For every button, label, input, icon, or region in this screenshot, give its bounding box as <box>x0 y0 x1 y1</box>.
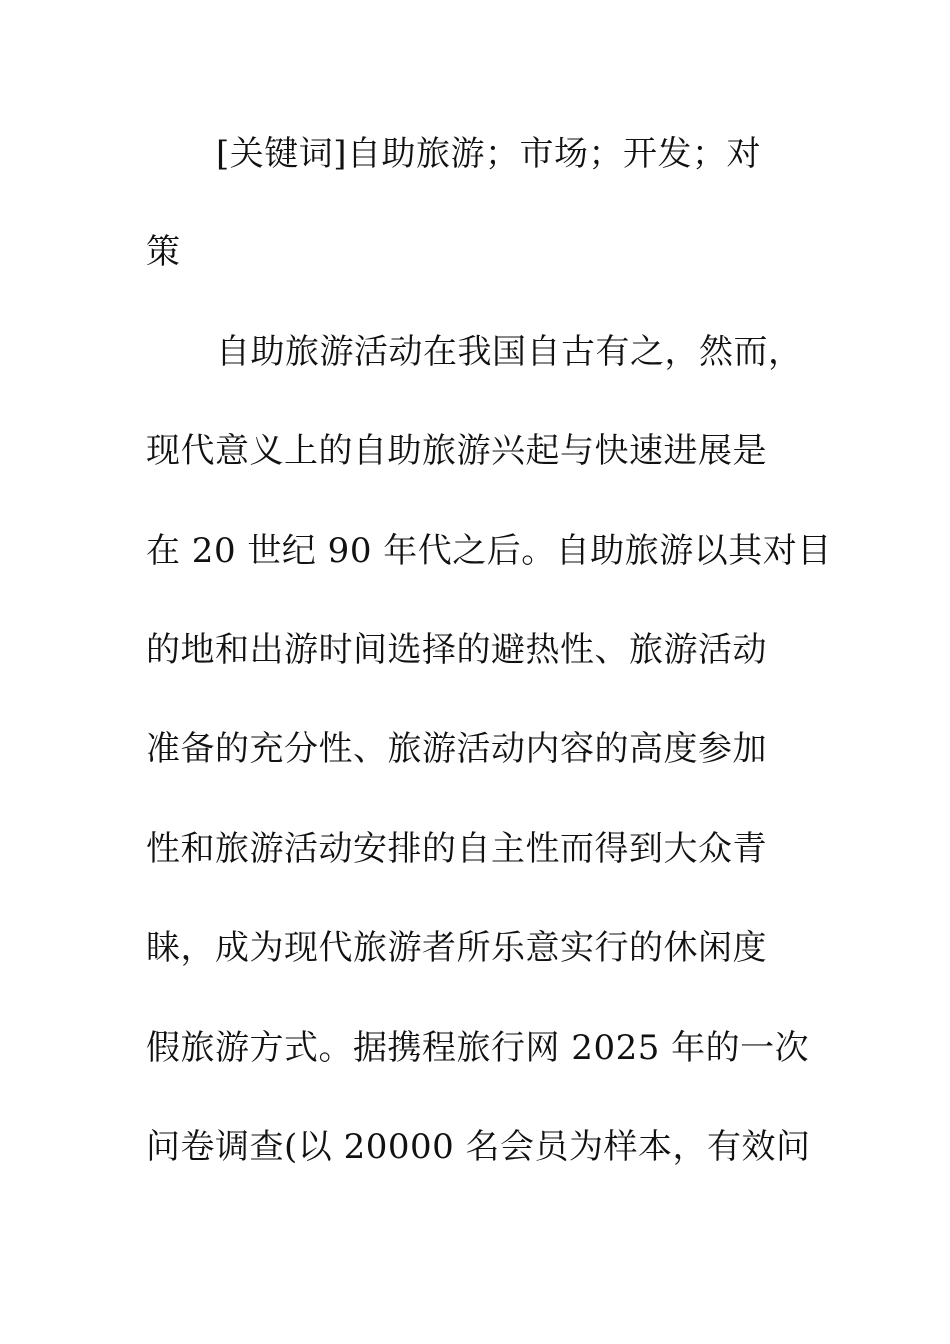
paragraph-line: 自助旅游活动在我国自古有之，然而， <box>216 332 803 372</box>
paragraph-line: 问卷调查(以 20000 名会员为样本，有效问 <box>146 1127 811 1167</box>
paragraph-line: 的地和出游时间选择的避热性、旅游活动 <box>146 630 767 670</box>
paragraph-line: 在 20 世纪 90 年代之后。自助旅游以其对目 <box>146 531 832 571</box>
keywords-line-continued: 策 <box>146 232 181 272</box>
paragraph-line: 假旅游方式。据携程旅行网 2025 年的一次 <box>146 1028 810 1068</box>
paragraph-line: 准备的充分性、旅游活动内容的高度参加 <box>146 729 767 769</box>
paragraph-line: 睐，成为现代旅游者所乐意实行的休闲度 <box>146 928 767 968</box>
paragraph-line: 现代意义上的自助旅游兴起与快速进展是 <box>146 431 767 471</box>
keywords-line: [关键词]自助旅游；市场；开发；对 <box>216 134 762 174</box>
paragraph-line: 性和旅游活动安排的自主性而得到大众青 <box>146 829 767 869</box>
